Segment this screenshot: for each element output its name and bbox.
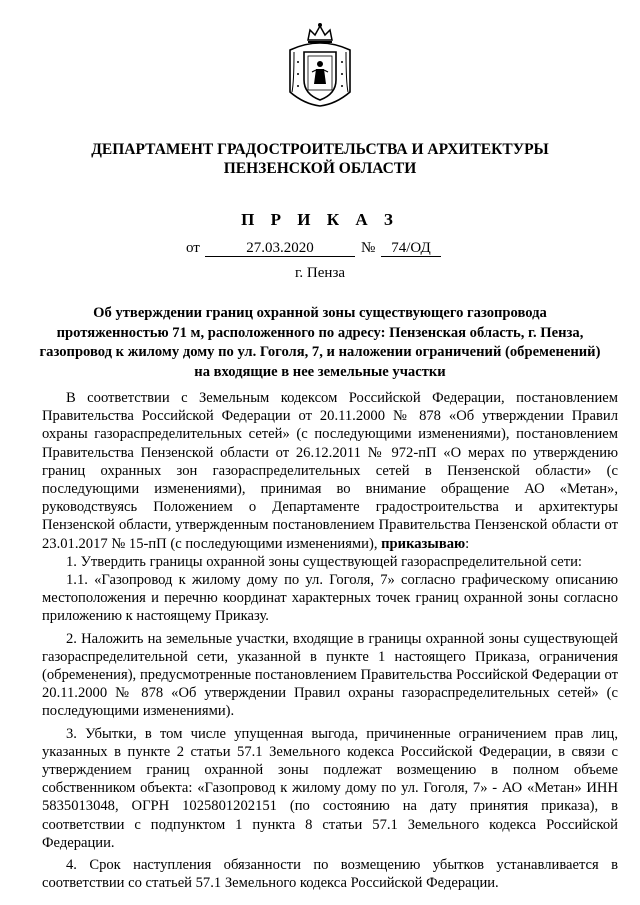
preamble-part-1: В соответствии с Земельным кодексом Российской Федерации, постановлением Правительства Российской Федерации от 20.11.2000 № 878 «Об утверждении Правил охраны газораспределительных сетей» (с последующими изменениями), постановлением Правительства Пензенской области от 26.12.2011 № 972-пП xyxy=(42,390,618,461)
preamble-end: : xyxy=(465,535,470,552)
number-prefix: № xyxy=(361,240,376,256)
order-subject xyxy=(36,304,604,382)
subject-line-3: газопровод к жилому дому по ул. Гоголя, 7, и наложении ограничений (обременений) xyxy=(39,344,601,360)
item-4: 4. Срок наступления обязанности по возмещению убытков устанавливается в соответствии со статьей 57.1 Земельного кодекса Российской Федерации. xyxy=(42,857,618,892)
preamble-directive: приказываю xyxy=(381,535,466,552)
item-3 xyxy=(42,725,618,852)
preamble-part-2: «О мерах по утверждению границ охранных зон газораспределительных сетей xyxy=(42,444,618,479)
subject-line-1: Об утверждении границ охранной зоны существующего газопровода xyxy=(93,305,547,321)
subject-line-4: на входящие в нее земельные участки xyxy=(194,363,446,380)
item-2: 2. Наложить на земельные участки, входящие в границы охранной зоны существующей газораспределительной сети, указанной в пункте 1 настоящего Приказа, ограничения (обременения), предусмотренные постановлением Правительства Российской Федерации от 20.11.2000 № 878 «Об утверждении Правил охраны газораспределительных сетей» (с последующими изменениями). xyxy=(42,630,618,720)
order-date: 27.03.2020 xyxy=(205,240,355,257)
date-prefix: от xyxy=(186,240,200,256)
order-title: П Р И К А З xyxy=(241,210,399,229)
department-line-1: ДЕПАРТАМЕНТ ГРАДОСТРОИТЕЛЬСТВА И АРХИТЕКТУРЫ xyxy=(91,141,549,158)
subject-line-2: протяженностью 71 м, расположенного по адресу: Пензенская область, г. Пенза, xyxy=(56,324,584,341)
department-line-2: ПЕНЗЕНСКОЙ ОБЛАСТИ xyxy=(223,160,417,177)
city: г. Пенза xyxy=(294,265,346,281)
order-number: 74/ОД xyxy=(381,240,441,257)
preamble-part-4: (с последующими изменениями), xyxy=(170,535,378,552)
preamble-part-3: в Пензенской области» (с последующими изменениями), принимая во внимание обращение АО «Метан», руководствуясь Положением о Департаменте градостроительства и архитектуры Пензенской области, утвержденным постановлением Правительства Пензенской области от 23.01.2017 № 15-пП xyxy=(42,462,618,552)
item-1-1: 1.1. «Газопровод к жилому дому по ул. Гоголя, 7» согласно графическому описанию местоположения и перечню координат характерных точек границ охранной зоны согласно приложению к настоящему Приказу. xyxy=(42,572,618,625)
department-name xyxy=(0,140,640,178)
preamble-paragraph xyxy=(42,389,618,553)
item-1: 1. Утвердить границы охранной зоны существующей газораспределительной сети: xyxy=(66,553,582,570)
order-body xyxy=(42,389,618,892)
item-3-part-2: АО «Метан» ИНН 5835013048, ОГРН 1025801202151 (по состоянию на дату принятия приказа), в соответствии с подпунктом 1 пункта 8 статьи 57.1 Земельного кодекса Российской Федерации. xyxy=(42,780,618,851)
item-3-part-1: 3. Убытки, в том числе упущенная выгода, причиненные ограничением прав лиц, указанных в пункте 2 статьи 57.1 Земельного кодекса Российской Федерации, в связи с утверждением границ охранной зоны подлежат возмещению в полном объеме собственником объекта: «Газопровод к жилому дому по ул. Гоголя, 7» - xyxy=(42,725,618,797)
coat-of-arms-icon xyxy=(286,22,354,108)
